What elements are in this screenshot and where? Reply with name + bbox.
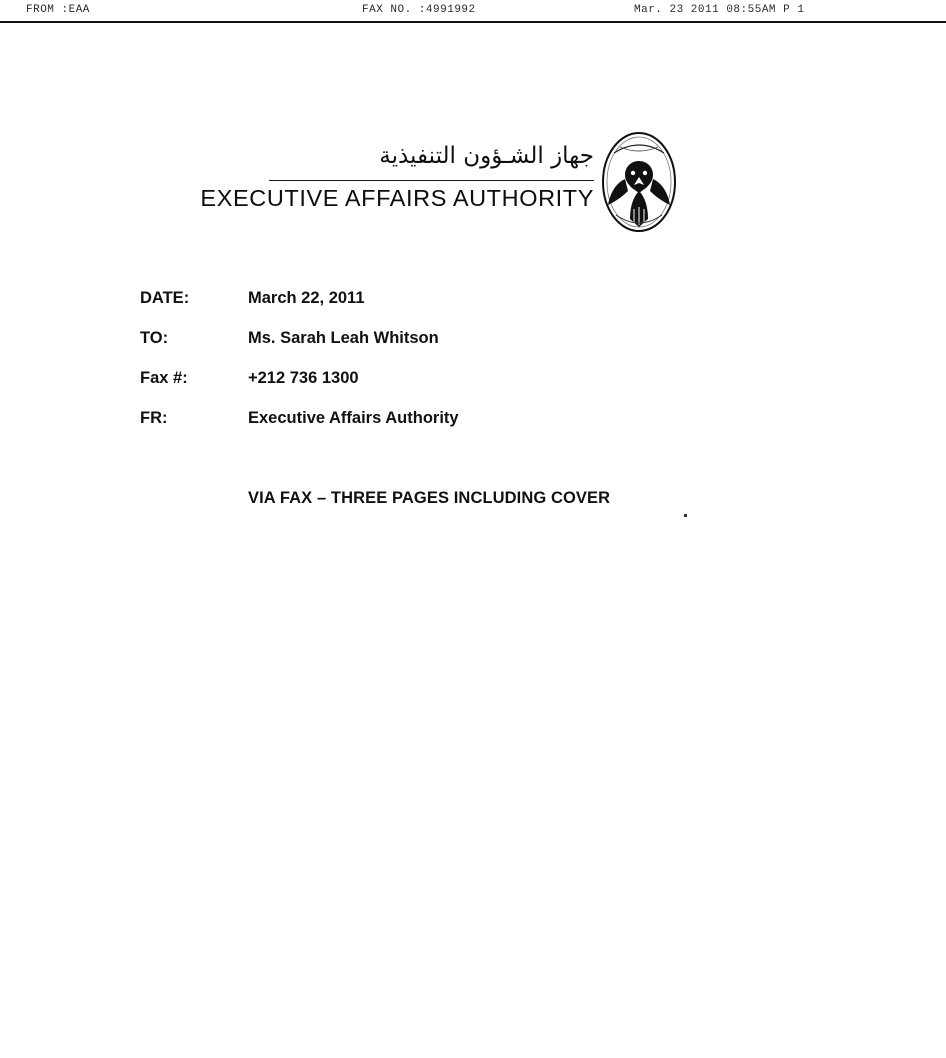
letterhead-english-name: EXECUTIVE AFFAIRS AUTHORITY <box>200 185 594 211</box>
to-label: TO: <box>140 329 169 347</box>
field-row-date <box>140 289 780 329</box>
via-fax-notice: VIA FAX – THREE PAGES INCLUDING COVER <box>248 489 611 507</box>
field-row-from <box>140 409 780 449</box>
field-row-fax-number <box>140 369 780 409</box>
fax-header-divider <box>0 21 946 23</box>
date-label: DATE: <box>140 289 190 307</box>
field-row-to <box>140 329 780 369</box>
letterhead-arabic-name: جهاز الشـؤون التنفيذية <box>379 143 594 169</box>
date-value: March 22, 2011 <box>248 289 365 307</box>
fax-header-fax-number: FAX NO. :4991992 <box>362 4 476 16</box>
letterhead <box>200 129 680 239</box>
to-value: Ms. Sarah Leah Whitson <box>248 329 439 347</box>
fax-transmission-header <box>0 0 946 24</box>
fax-number-label: Fax #: <box>140 369 188 387</box>
fax-cover-fields <box>140 289 780 449</box>
stray-mark <box>684 514 687 517</box>
fax-header-timestamp: Mar. 23 2011 08:55AM P 1 <box>634 4 805 16</box>
fax-number-value: +212 736 1300 <box>248 369 359 387</box>
falcon-emblem <box>598 131 680 233</box>
document-page <box>0 24 946 1058</box>
fax-header-from: FROM :EAA <box>26 4 90 16</box>
from-label: FR: <box>140 409 168 427</box>
from-value: Executive Affairs Authority <box>248 409 459 427</box>
letterhead-divider <box>269 180 594 181</box>
